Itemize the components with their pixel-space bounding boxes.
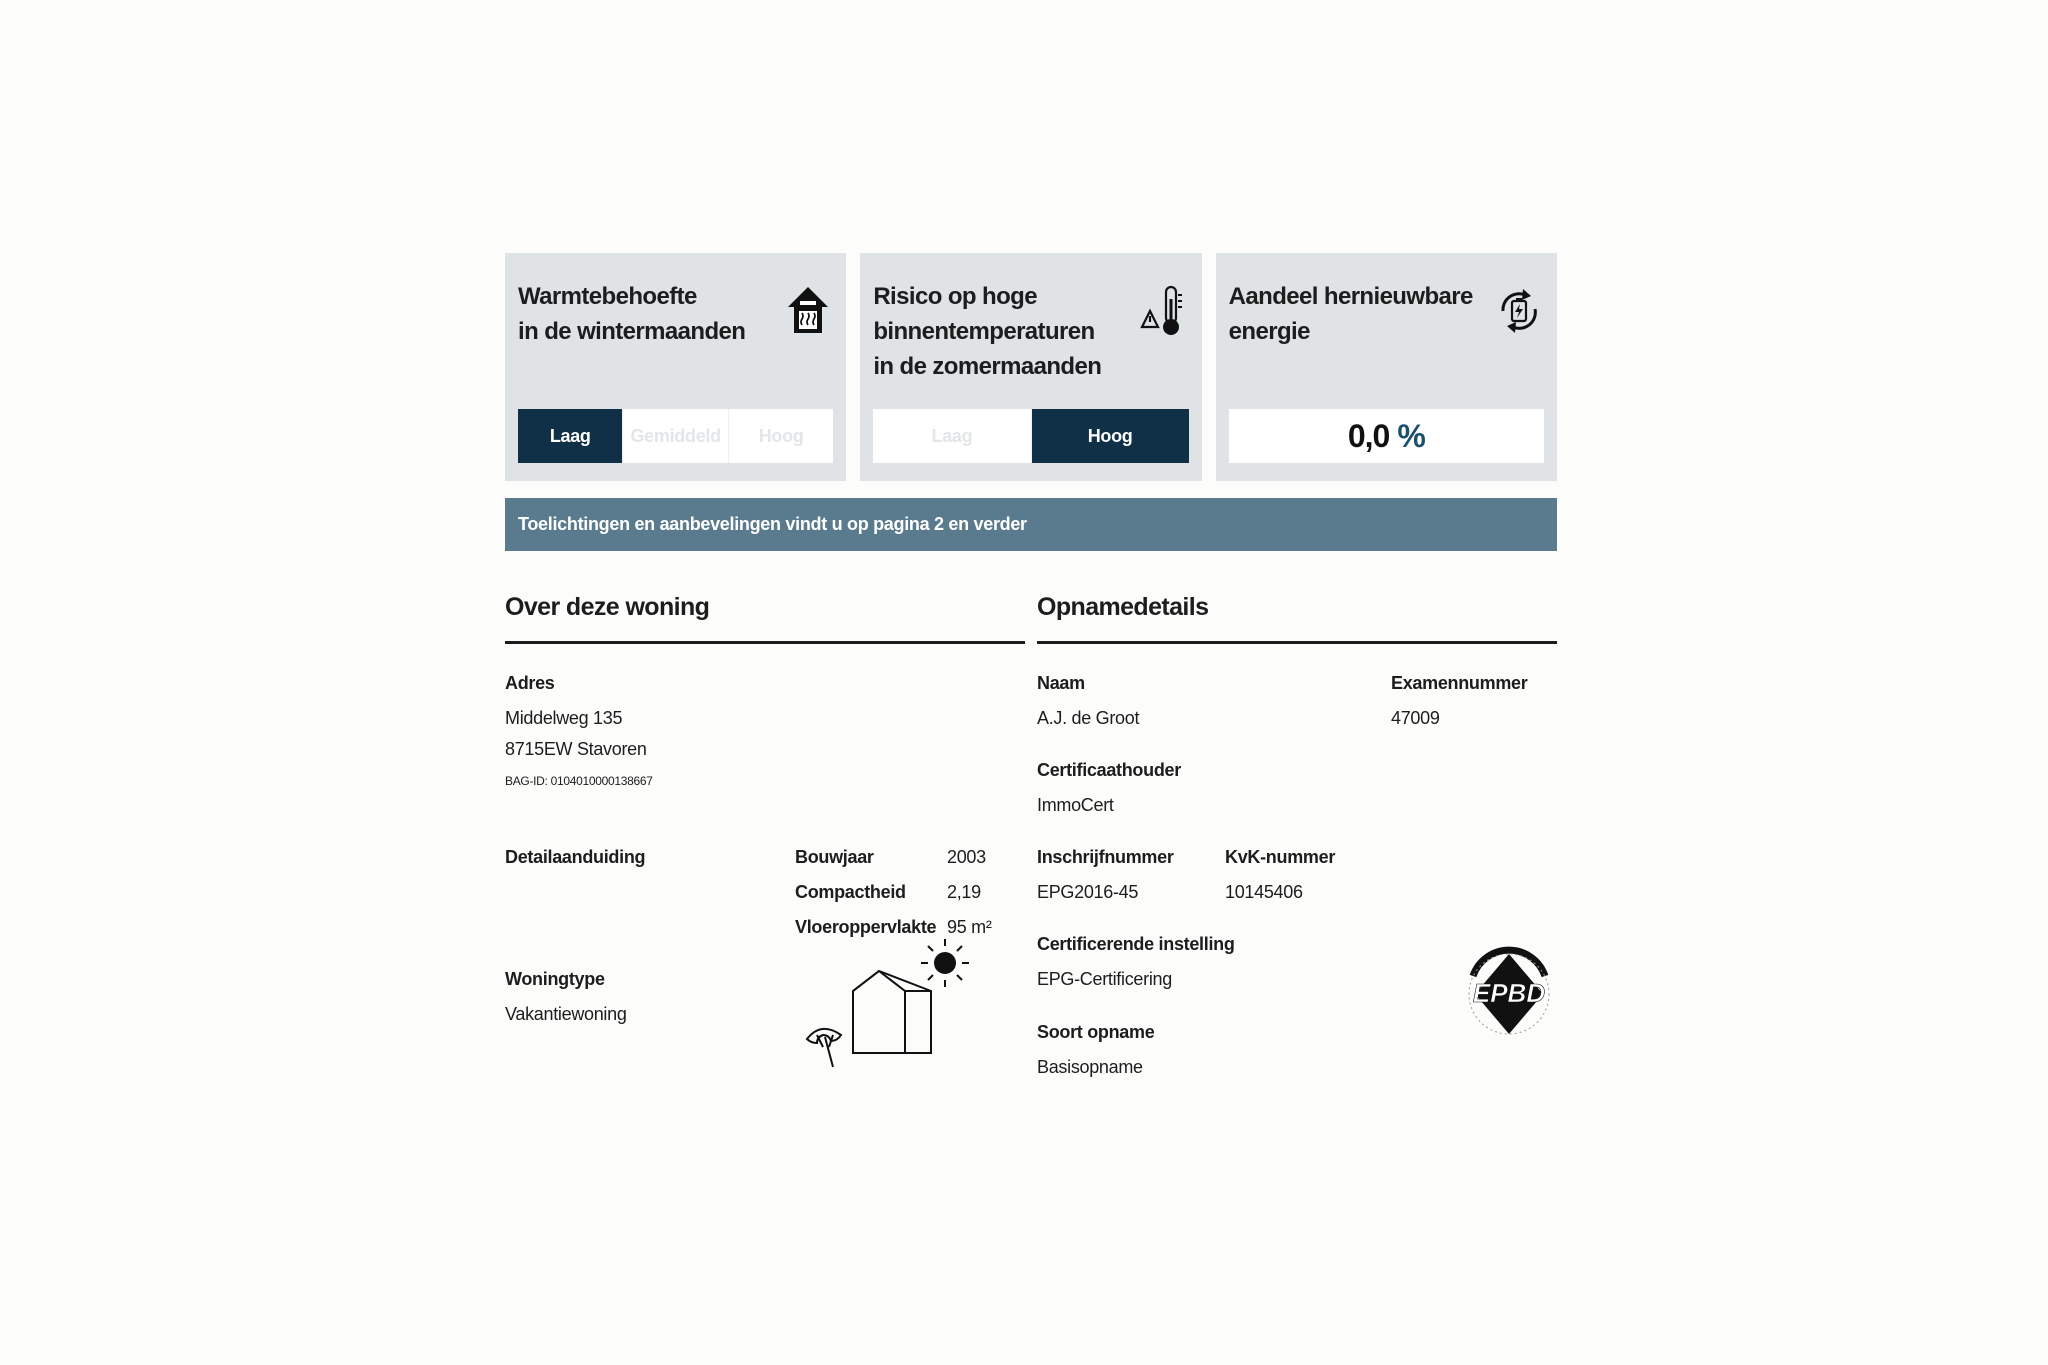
- certificerende-instelling-value: EPG-Certificering: [1037, 969, 1172, 989]
- adres-line1: Middelweg 135: [505, 708, 623, 728]
- overheating-selector: [873, 409, 1188, 463]
- renewable-share-unit: %: [1397, 417, 1425, 454]
- detailaanduiding-label: Detailaanduiding: [505, 847, 646, 867]
- heat-demand-selector: [518, 409, 833, 463]
- holiday-house-illustration: [803, 931, 973, 1101]
- info-banner: [505, 498, 1557, 551]
- compactheid-label: Compactheid: [795, 882, 906, 902]
- heat-demand-title: Warmtebehoefte in de wintermaanden: [518, 283, 746, 345]
- info-banner-text: Toelichtingen en aanbevelingen vindt u op pagina 2 en verder: [518, 514, 1027, 534]
- overheating-risk-title: Risico op hoge binnentemperaturen in de zomermaanden: [873, 283, 1102, 380]
- energy-label-page: [505, 253, 1557, 1111]
- renewable-share-title: Aandeel hernieuwbare energie: [1228, 283, 1473, 345]
- certificaathouder-value: ImmoCert: [1037, 795, 1114, 815]
- woning-heading: Over deze woning: [505, 593, 710, 621]
- soort-opname-label: Soort opname: [1037, 1022, 1155, 1042]
- heat-demand-card: [505, 253, 846, 481]
- woningtype-label: Woningtype: [505, 969, 605, 989]
- compactheid-value: 2,19: [947, 882, 981, 902]
- heat-option-gemiddeld[interactable]: Gemiddeld: [623, 409, 728, 463]
- kvk-nummer-value: 10145406: [1225, 882, 1303, 902]
- house-outline-icon: [853, 971, 931, 1053]
- thermometer-warning-icon: [1140, 281, 1188, 339]
- overheat-option-laag[interactable]: Laag: [873, 409, 1031, 463]
- indicator-cards: [505, 253, 1557, 481]
- certificaathouder-label: Certificaathouder: [1037, 760, 1181, 780]
- details-section: [505, 551, 1557, 1111]
- bouwjaar-label: Bouwjaar: [795, 847, 874, 867]
- inschrijfnummer-value: EPG2016-45: [1037, 882, 1139, 902]
- heat-option-laag[interactable]: Laag: [518, 409, 623, 463]
- certificerende-instelling-label: Certificerende instelling: [1037, 934, 1235, 954]
- kvk-nummer-label: KvK-nummer: [1225, 847, 1336, 867]
- naam-value: A.J. de Groot: [1037, 708, 1140, 728]
- opname-heading: Opnamedetails: [1037, 593, 1209, 621]
- bouwjaar-value: 2003: [947, 847, 986, 867]
- examennummer-label: Examennummer: [1391, 673, 1528, 693]
- epbd-logo-text: EPBD: [1472, 978, 1546, 1008]
- inschrijfnummer-label: Inschrijfnummer: [1037, 847, 1174, 867]
- woning-divider: [505, 641, 1025, 644]
- renewable-share-value: 0,0: [1347, 417, 1390, 454]
- heat-option-hoog[interactable]: Hoog: [758, 425, 804, 446]
- parasol-icon: [807, 1029, 841, 1067]
- heated-house-icon: [784, 281, 832, 339]
- overheating-risk-card: [860, 253, 1201, 481]
- overheat-option-hoog[interactable]: Hoog: [1032, 409, 1189, 463]
- adres-label: Adres: [505, 673, 555, 693]
- naam-label: Naam: [1037, 673, 1085, 693]
- opname-divider: [1037, 641, 1557, 644]
- examennummer-value: 47009: [1391, 708, 1440, 728]
- renewable-share-value-box: [1229, 409, 1544, 463]
- woningtype-value: Vakantiewoning: [505, 1004, 627, 1024]
- renewable-share-card: [1216, 253, 1557, 481]
- renewable-energy-icon: [1495, 281, 1543, 339]
- adres-line2: 8715EW Stavoren: [505, 739, 647, 759]
- soort-opname-value: Basisopname: [1037, 1057, 1143, 1077]
- vloeroppervlakte-label: Vloeroppervlakte: [795, 917, 937, 937]
- epbd-logo: [1463, 936, 1555, 1056]
- sun-icon: [921, 939, 969, 987]
- bag-id: BAG-ID: 0104010000138667: [505, 774, 653, 788]
- vloeroppervlakte-value: 95 m²: [947, 917, 992, 937]
